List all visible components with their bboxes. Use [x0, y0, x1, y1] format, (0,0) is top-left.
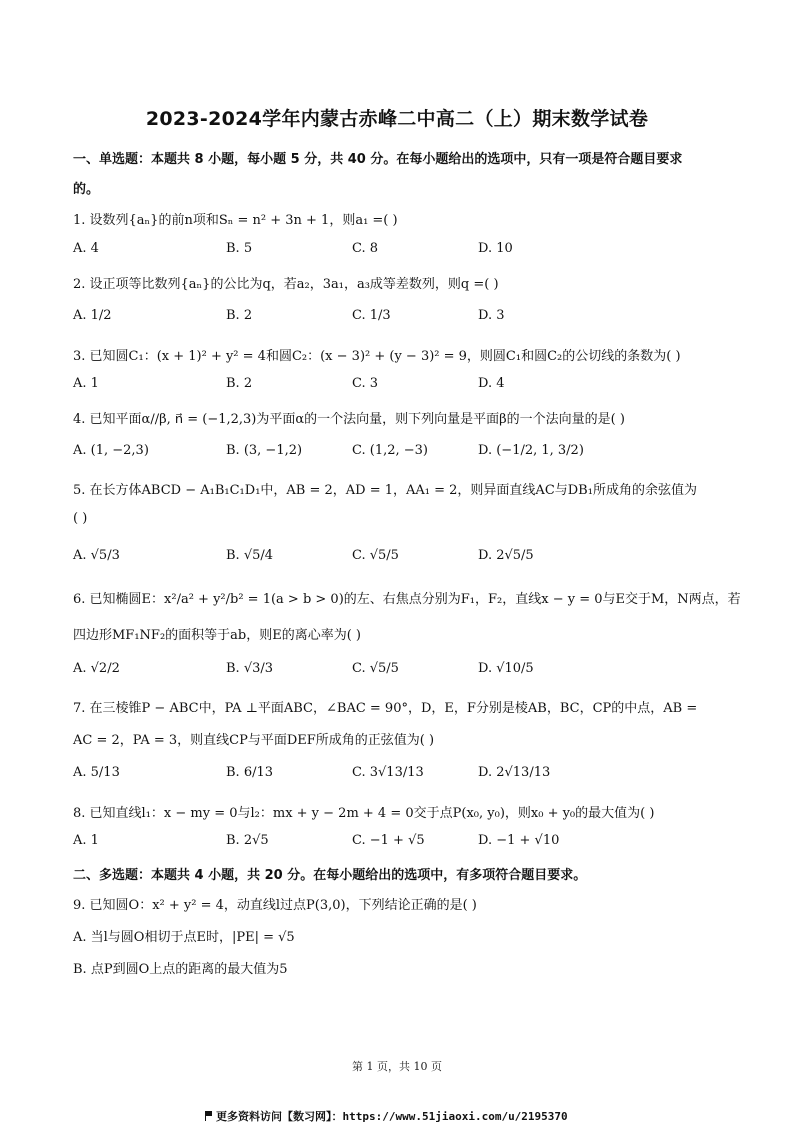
- question-2-option-b: B. 2: [226, 308, 253, 323]
- question-8-option-d: D. −1 + √10: [478, 833, 560, 848]
- question-1-option-c: C. 8: [352, 241, 379, 256]
- question-5-stem: 5. 在长方体ABCD − A₁B₁C₁D₁中，AB = 2，AD = 1，AA₁ = 2，则异面直线AC与DB₁所成角的余弦值为: [73, 483, 697, 498]
- question-4-option-a: A. (1, −2,3): [73, 443, 149, 458]
- question-3-option-c: C. 3: [352, 376, 379, 391]
- question-1-option-a: A. 4: [73, 241, 99, 256]
- question-6-option-d: D. √10/5: [478, 661, 534, 676]
- question-9-option-a: A. 当l与圆O相切于点E时，|PE| = √5: [73, 930, 295, 945]
- flag-icon: [205, 1111, 213, 1121]
- question-3-option-d: D. 4: [478, 376, 505, 391]
- question-2-option-a: A. 1/2: [73, 308, 112, 323]
- question-9-option-b: B. 点P到圆O上点的距离的最大值为5: [73, 962, 288, 977]
- question-4-option-d: D. (−1/2, 1, 3/2): [478, 443, 584, 458]
- question-8-option-b: B. 2√5: [226, 833, 269, 848]
- question-5-option-a: A. √5/3: [73, 548, 120, 563]
- question-7-option-a: A. 5/13: [73, 765, 120, 780]
- question-7-option-b: B. 6/13: [226, 765, 274, 780]
- question-3-option-b: B. 2: [226, 376, 253, 391]
- question-1-stem: 1. 设数列{aₙ}的前n项和Sₙ = n² + 3n + 1，则a₁ =( ): [73, 213, 398, 228]
- question-6-option-b: B. √3/3: [226, 661, 274, 676]
- question-5-option-c: C. √5/5: [352, 548, 399, 563]
- page-footer: 第 1 页，共 10 页: [352, 1060, 442, 1073]
- question-1-option-d: D. 10: [478, 241, 513, 256]
- section-1-heading-cont: 的。: [73, 182, 100, 197]
- question-7-option-c: C. 3√13/13: [352, 765, 424, 780]
- section-1-heading: 一、单选题：本题共 8 小题，每小题 5 分，共 40 分。在每小题给出的选项中，只有一项是符合题目要求: [73, 152, 683, 167]
- question-4-option-c: C. (1,2, −3): [352, 443, 428, 458]
- question-6-stem: 6. 已知椭圆E：x²/a² + y²/b² = 1(a > b > 0)的左、右焦点分别为F₁，F₂，直线x − y = 0与E交于M，N两点，若: [73, 592, 741, 607]
- question-7-option-d: D. 2√13/13: [478, 765, 551, 780]
- question-8-option-c: C. −1 + √5: [352, 833, 425, 848]
- page-title: 2023-2024学年内蒙古赤峰二中高二（上）期末数学试卷: [145, 108, 649, 130]
- question-7-stem: 7. 在三棱锥P − ABC中，PA ⊥平面ABC，∠BAC = 90°，D，E，F分别是棱AB，BC，CP的中点，AB =: [73, 701, 698, 716]
- question-5-option-b: B. √5/4: [226, 548, 274, 563]
- question-2-option-d: D. 3: [478, 308, 505, 323]
- question-2-option-c: C. 1/3: [352, 308, 391, 323]
- question-8-stem: 8. 已知直线l₁：x − my = 0与l₂：mx + y − 2m + 4 = 0交于点P(x₀, y₀)，则x₀ + y₀的最大值为( ): [73, 806, 655, 821]
- resource-link-banner[interactable]: [205, 1108, 568, 1124]
- question-4-stem: 4. 已知平面α//β, n⃗ = (−1,2,3)为平面α的一个法向量，则下列向量是平面β的一个法向量的是( ): [73, 412, 625, 427]
- question-2-stem: 2. 设正项等比数列{aₙ}的公比为q，若a₂，3a₁，a₃成等差数列，则q =( ): [73, 277, 499, 292]
- section-2-heading: 二、多选题：本题共 4 小题，共 20 分。在每小题给出的选项中，有多项符合题目要求。: [73, 868, 587, 883]
- question-4-option-b: B. (3, −1,2): [226, 443, 303, 458]
- question-3-stem: 3. 已知圆C₁：(x + 1)² + y² = 4和圆C₂：(x − 3)² + (y − 3)² = 9，则圆C₁和圆C₂的公切线的条数为( ): [73, 349, 681, 364]
- question-6-option-c: C. √5/5: [352, 661, 399, 676]
- question-5-option-d: D. 2√5/5: [478, 548, 534, 563]
- question-1-option-b: B. 5: [226, 241, 253, 256]
- question-6-stem-cont: 四边形MF₁NF₂的面积等于ab，则E的离心率为( ): [73, 628, 361, 643]
- question-5-stem-cont: ( ): [73, 511, 88, 526]
- question-9-stem: 9. 已知圆O：x² + y² = 4，动直线l过点P(3,0)，下列结论正确的是( ): [73, 898, 477, 913]
- question-6-option-a: A. √2/2: [73, 661, 120, 676]
- question-3-option-a: A. 1: [73, 376, 99, 391]
- resource-link-text[interactable]: 更多资料访问【数习网】：https://www.51jiaoxi.com/u/2195370: [216, 1110, 568, 1123]
- question-7-stem-cont: AC = 2，PA = 3，则直线CP与平面DEF所成角的正弦值为( ): [73, 733, 435, 748]
- question-8-option-a: A. 1: [73, 833, 99, 848]
